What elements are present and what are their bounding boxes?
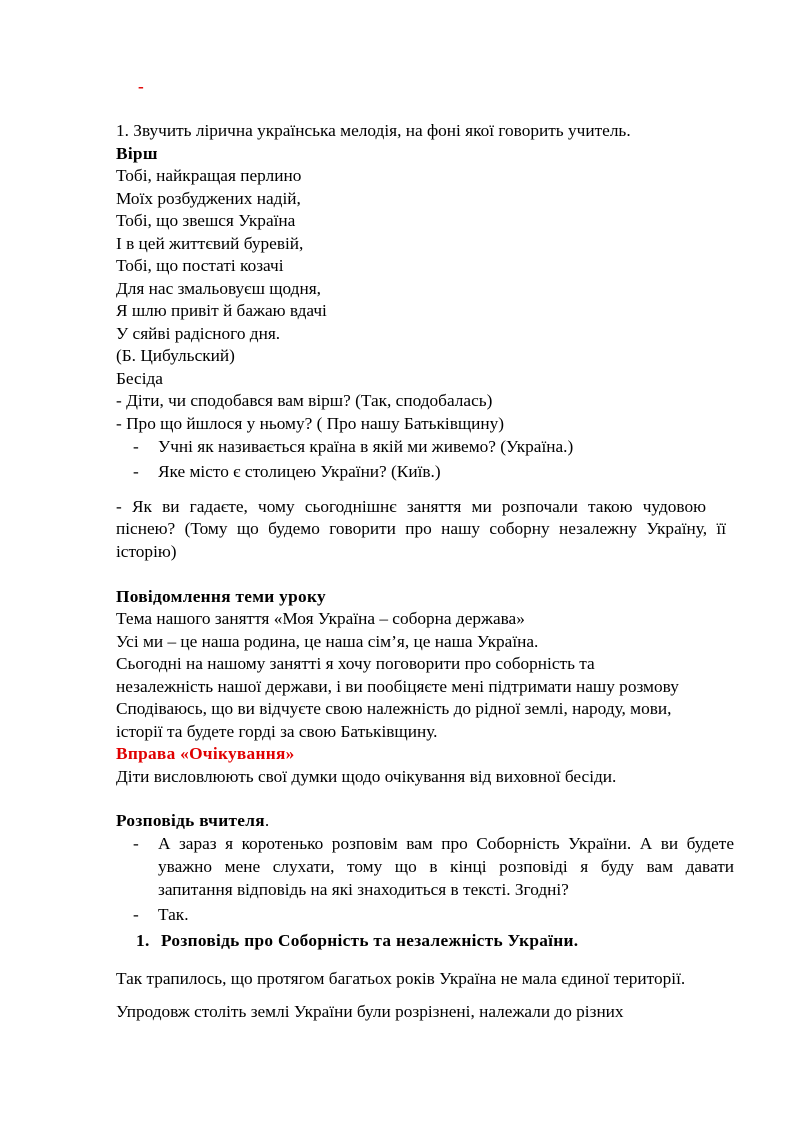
topic-line: незалежність нашої держави, і ви пообіцяєте мені підтримати нашу розмову — [116, 677, 679, 696]
list-item-text: А зараз я коротенько розповім вам про Соборність України. А ви будете — [158, 834, 734, 853]
topic-line: Усі ми – це наша родина, це наша сім’я, це наша Україна. — [116, 632, 539, 651]
list-item-text: Так. — [158, 905, 189, 924]
topic-line: Сподіваюсь, що ви відчуєте свою належність до рідної землі, народу, мови, — [116, 699, 672, 718]
topic-line: Тема нашого заняття «Моя Україна – соборна держава» — [116, 609, 525, 628]
poem-line: І в цей життєвий буревій, — [116, 234, 304, 253]
numbered-title: Розповідь про Соборність та незалежність України. — [161, 931, 579, 950]
topic-line: історії та будете горді за свою Батьківщину. — [116, 722, 438, 741]
intro-line: 1. Звучить лірична українська мелодія, на фоні якої говорить учитель. — [116, 121, 631, 140]
list-item-text: Яке місто є столицею України? (Київ.) — [158, 462, 441, 481]
dash-bullet-icon: - — [133, 905, 139, 924]
list-item-text: Учні як називається країна в якій ми живемо? (Україна.) — [158, 437, 574, 456]
exercise-heading: Вправа «Очікування» — [116, 744, 295, 763]
story-heading-dot: . — [264, 811, 270, 830]
story-heading: Розповідь вчителя — [116, 811, 265, 830]
red-dash-marker: - — [138, 77, 145, 96]
closing-paragraph: Упродовж століть землі України були розрізнені, належали до різних — [116, 1002, 624, 1021]
poem-line: Моїх розбуджених надій, — [116, 189, 301, 208]
poem-line: Тобі, що постаті козачі — [116, 256, 284, 275]
talk-line: - Про що йшлося у ньому? ( Про нашу Батьківщину) — [116, 414, 505, 433]
poem-heading: Вірш — [116, 144, 158, 163]
question-line: - Як ви гадаєте, чому сьогоднішнє заняття ми розпочали такою чудовою — [116, 497, 706, 516]
poem-line: Тобі, найкращая перлино — [116, 166, 302, 185]
closing-paragraph: Так трапилось, що протягом багатьох років Україна не мала єдиної території. — [116, 969, 686, 988]
talk-line: - Діти, чи сподобався вам вірш? (Так, сподобалась) — [116, 391, 493, 410]
dash-bullet-icon: - — [133, 437, 139, 456]
dash-bullet-icon: - — [133, 462, 139, 481]
list-item — [116, 833, 756, 903]
list-item-text: уважно мене слухати, тому що в кінці розповіді я буду вам давати — [158, 857, 734, 876]
poem-author: (Б. Цибульский) — [116, 346, 235, 365]
exercise-text: Діти висловлюють свої думки щодо очікування від виховної бесіди. — [116, 767, 617, 786]
list-item-text: запитання відповідь на які знаходиться в тексті. Згодні? — [158, 880, 569, 899]
story-heading-row — [116, 810, 269, 832]
question-line: піснею? (Тому що будемо говорити про нашу соборну незалежну Україну, її — [116, 519, 726, 538]
poem-line: Тобі, що звешся Україна — [116, 211, 296, 230]
poem-line: Для нас змальовуєш щодня, — [116, 279, 321, 298]
question-line: історію) — [116, 542, 177, 561]
topic-line: Сьогодні на нашому занятті я хочу поговорити про соборність та — [116, 654, 595, 673]
dash-bullet-icon: - — [133, 834, 139, 853]
poem-line: У сяйві радісного дня. — [116, 324, 281, 343]
numbered-index: 1. — [136, 931, 150, 950]
talk-heading: Бесіда — [116, 369, 163, 388]
poem-line: Я шлю привіт й бажаю вдачі — [116, 301, 327, 320]
topic-heading: Повідомлення теми уроку — [116, 587, 326, 606]
